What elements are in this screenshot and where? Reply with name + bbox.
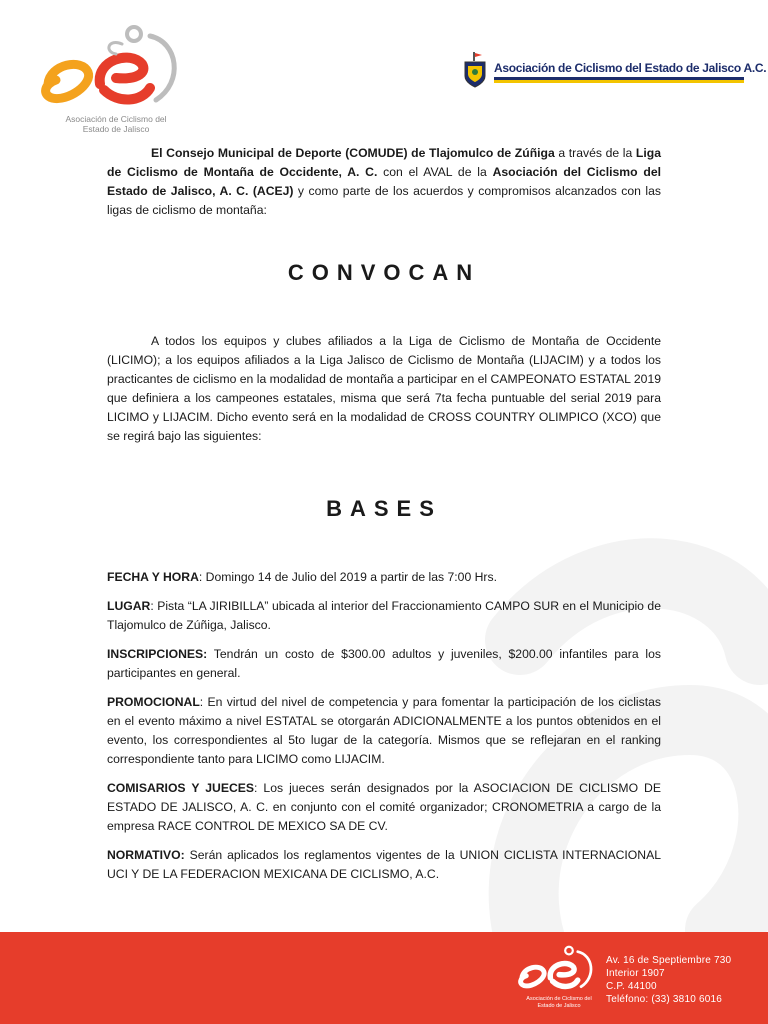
footer-logo-caption-line: Asociación de Ciclismo del: [526, 996, 592, 1002]
yellow-bar: [494, 80, 744, 83]
left-logo-caption-line: Asociación de Ciclismo del: [65, 114, 167, 124]
footer-logo: [515, 944, 600, 1016]
document-body: [107, 142, 661, 884]
left-logo-caption: [46, 114, 186, 134]
intro-text: con el AVAL de la: [377, 165, 493, 179]
base-label: INSCRIPCIONES:: [107, 647, 208, 661]
left-logo: [38, 22, 188, 162]
footer-logo-caption: [517, 996, 601, 1010]
base-text: : En virtud del nivel de competencia y para fomentar la participación de los ciclistas en el evento máximo a nivel ESTATAL se otorgarán ADICIONALMENTE a los puntos obtenidos en el evento, los correspondientes al 5to lugar de la categoría. Mismos que se reflejaran en el ranking correspondiente tanto para LICIMO como LIJACIM.: [107, 695, 661, 766]
heading-convocan: CONVOCAN: [287, 260, 481, 285]
base-text: : Domingo 14 de Julio del 2019 a partir de las 7:00 Hrs.: [198, 570, 497, 584]
address-line: Interior 1907: [606, 968, 665, 979]
bases-list: [107, 568, 661, 884]
left-logo-caption-line: Estado de Jalisco: [82, 124, 150, 134]
jalisco-seal-icon: [460, 52, 490, 88]
right-logo: [460, 52, 767, 88]
intro-bold-league: Liga de Ciclismo de Montaña de Occidente, A. C.: [107, 146, 661, 179]
base-item-normativo: [107, 846, 661, 884]
base-item-lugar: [107, 597, 661, 635]
base-text: : Los jueces serán designados por la ASOCIACION DE CICLISMO DE ESTADO DE JALISCO, A. C. en conjunto con el comité organizador; CRONOMETRIA a cargo de la empresa RACE CONTROL DE MEXICO SA DE CV.: [107, 781, 661, 833]
intro-text: a través de la: [554, 146, 636, 160]
cycling-logo-icon: [515, 944, 600, 996]
intro-bold-organizer: El Consejo Municipal de Deporte (COMUDE) de Tlajomulco de Zúñiga: [151, 146, 555, 160]
address-line: C.P. 44100: [606, 981, 657, 992]
right-logo-title: Asociación de Ciclismo del Estado de Jalisco A.C.: [494, 61, 767, 75]
base-label: LUGAR: [107, 599, 151, 613]
convocan-paragraph: A todos los equipos y clubes afiliados a la Liga de Ciclismo de Montaña de Occidente (LICIMO); a los equipos afiliados a la Liga Jalisco de Ciclismo de Montaña (LIJACIM) y a todos los practicantes de ciclismo en la modalidad de montaña a participar en el CAMPEONATO ESTATAL 2019 que definiera a los campeones estatales, misma que será 7ta fecha puntuable del serial 2019 para LICIMO y LIJACIM. Dicho evento será en la modalidad de CROSS COUNTRY OLIMPICO (XCO) que se regirá bajo las siguientes:: [107, 334, 661, 443]
footer-band: [0, 932, 768, 1024]
phone-line: Teléfono: (33) 3810 6016: [606, 994, 722, 1005]
cycling-logo-icon: [38, 22, 188, 117]
base-label: PROMOCIONAL: [107, 695, 200, 709]
base-label: COMISARIOS Y JUECES: [107, 781, 255, 795]
intro-text: y como parte de los acuerdos y compromisos alcanzados con las ligas de ciclismo de montaña:: [107, 184, 661, 217]
footer-logo-caption-line: Estado de Jalisco: [537, 1003, 581, 1009]
address-line: Av. 16 de Speptiembre 730: [606, 955, 732, 966]
heading-bases: BASES: [326, 496, 442, 521]
base-label: FECHA Y HORA: [107, 570, 199, 584]
intro-paragraph: [107, 144, 661, 220]
base-label: NORMATIVO:: [107, 848, 185, 862]
base-item-fecha: [107, 568, 661, 587]
base-text: Serán aplicados los reglamentos vigentes de la UNION CICLISTA INTERNACIONAL UCI Y DE LA FEDERACION MEXICANA DE CICLISMO, A.C.: [107, 848, 661, 881]
base-text: Tendrán un costo de $300.00 adultos y juveniles, $200.00 infantiles para los participantes en general.: [107, 647, 661, 680]
base-item-promocional: [107, 693, 661, 769]
base-text: : Pista “LA JIRIBILLA” ubicada al interior del Fraccionamiento CAMPO SUR en el Municipio de Tlajomulco de Zúñiga, Jalisco.: [107, 599, 661, 632]
base-item-inscripciones: [107, 645, 661, 683]
footer-address: [606, 954, 731, 1006]
intro-bold-association: Asociación del Ciclismo del Estado de Jalisco, A. C. (ACEJ): [107, 165, 661, 198]
base-item-comisarios: [107, 779, 661, 836]
